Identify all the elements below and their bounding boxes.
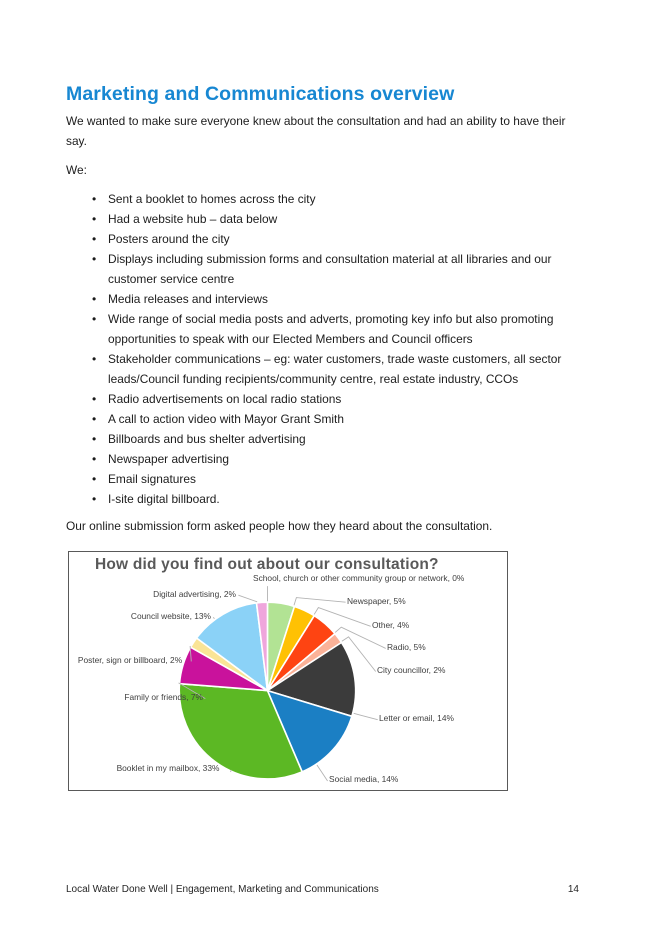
bullet-item: • Posters around the city: [66, 229, 578, 249]
page-number: 14: [567, 884, 579, 895]
pie-label-booklet: Booklet in my mailbox, 33%: [116, 763, 220, 773]
pie-label-poster: Poster, sign or billboard, 2%: [77, 655, 183, 665]
we-label: We:: [66, 163, 87, 177]
bullet-item: • Displays including submission forms and consultation material at all libraries and our customer service centre: [66, 249, 578, 289]
pie-label-social-media: Social media, 14%: [329, 774, 399, 784]
page-title: Marketing and Communications overview: [66, 83, 455, 105]
pie-label-digital: Digital advertising, 2%: [153, 589, 236, 599]
pie-label-letter-email: Letter or email, 14%: [379, 713, 454, 723]
bullet-item: • I-site digital billboard.: [66, 489, 578, 509]
pie-plot-area: [69, 552, 507, 790]
bullet-item: • Radio advertisements on local radio stations: [66, 389, 578, 409]
footer-text: Local Water Done Well | Engagement, Marketing and Communications: [66, 884, 379, 895]
pie-label-website: Council website, 13%: [130, 611, 211, 621]
bullet-item: • Billboards and bus shelter advertising: [66, 429, 578, 449]
page-content: [66, 82, 578, 791]
bullet-item: • Stakeholder communications – eg: water customers, trade waste customers, all sector leads/Council funding recipients/community centre, real estate industry, CCOs: [66, 349, 578, 389]
bullet-item: • Email signatures: [66, 469, 578, 489]
chart-title: How did you find out about our consultation?: [95, 556, 439, 573]
bullet-item: • A call to action video with Mayor Grant Smith: [66, 409, 578, 429]
bullet-list: [66, 189, 578, 509]
intro-paragraph: We wanted to make sure everyone knew about the consultation and had an ability to have their say.: [66, 114, 566, 148]
pie-label-school: School, church or other community group or network, 0%: [253, 573, 465, 583]
pie-label-family: Family or friends, 7%: [124, 692, 203, 702]
pie-label-councillor: City councillor, 2%: [377, 665, 446, 675]
bullet-item: • Had a website hub – data below: [66, 209, 578, 229]
bullet-item: • Media releases and interviews: [66, 289, 578, 309]
pie-label-newspaper: Newspaper, 5%: [347, 596, 406, 606]
bullet-item: • Wide range of social media posts and adverts, promoting key info but also promoting opportunities to speak with our Elected Members and Council officers: [66, 309, 578, 349]
page-footer: [66, 884, 579, 895]
pie-chart-figure: [68, 551, 508, 791]
pie-label-other: Other, 4%: [372, 620, 410, 630]
pie-label-radio: Radio, 5%: [387, 642, 426, 652]
bullet-item: • Newspaper advertising: [66, 449, 578, 469]
bullet-item: • Sent a booklet to homes across the city: [66, 189, 578, 209]
chart-intro-paragraph: Our online submission form asked people how they heard about the consultation.: [66, 519, 493, 533]
